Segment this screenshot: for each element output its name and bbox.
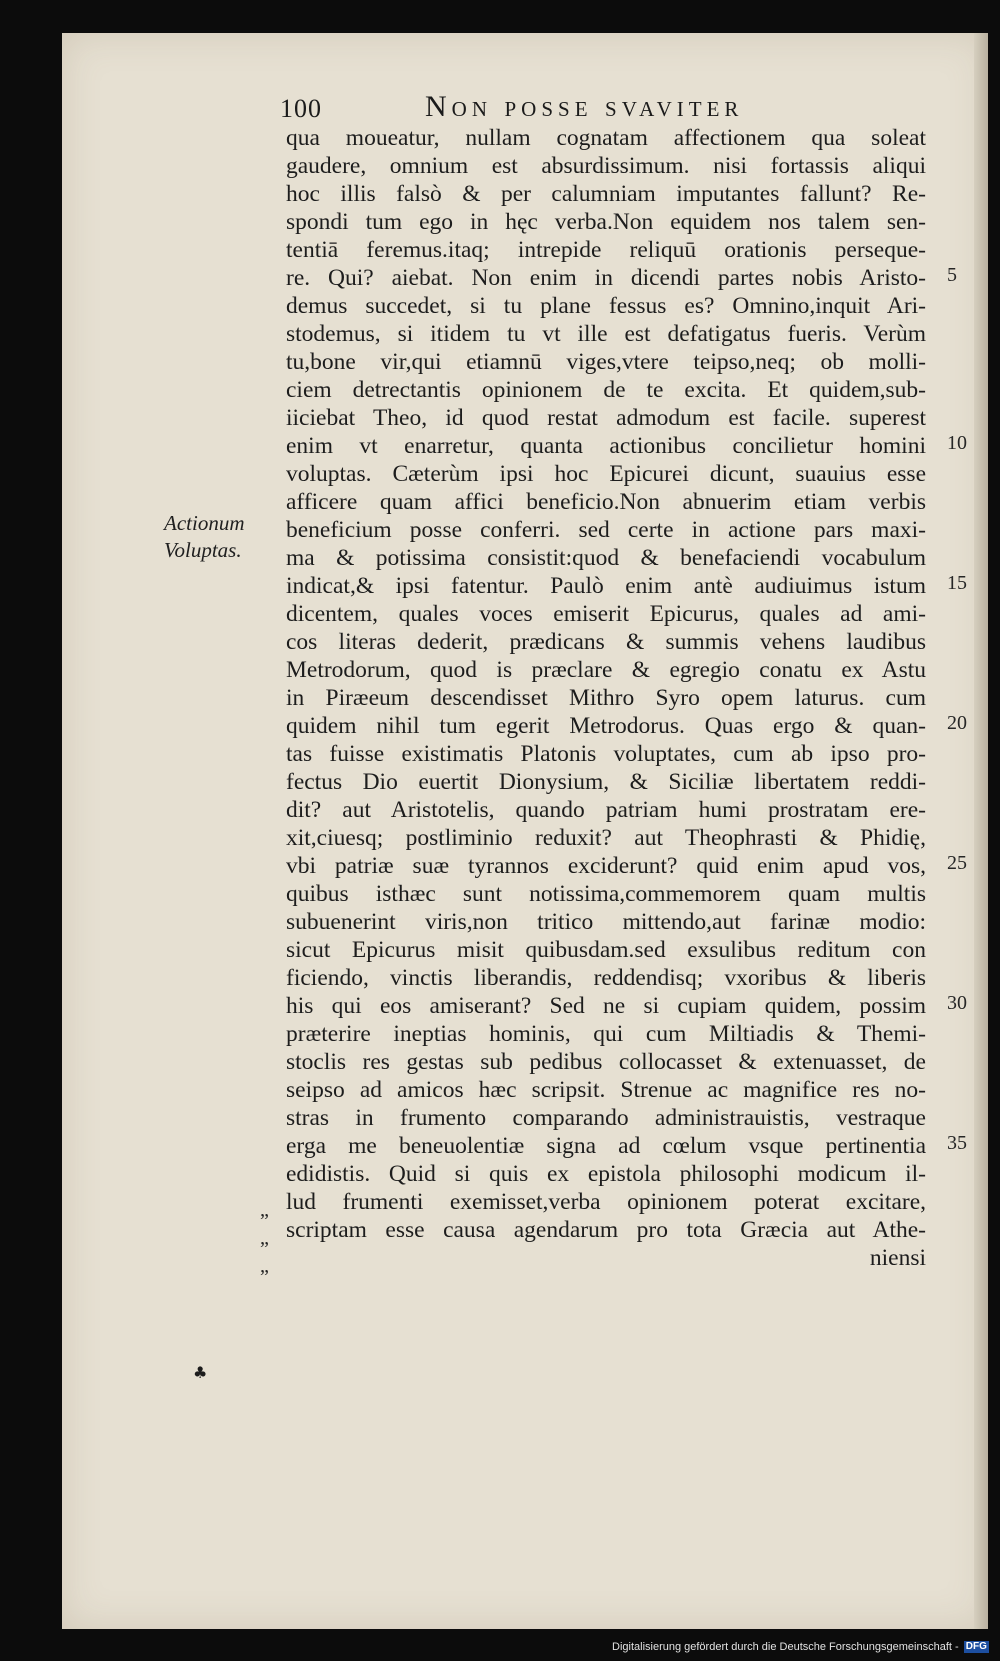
text-line: tu,bone vir,qui etiamnū viges,vtere teipso,neq; ob molli- <box>286 349 926 375</box>
text-line: his qui eos amiserant? Sed ne si cupiam quidem, possim <box>286 993 926 1019</box>
text-line: subuenerint viris,non tritico mittendo,aut farinæ modio: <box>286 909 926 935</box>
text-line: ficiendo, vinctis liberandis, reddendisq; vxoribus & liberis <box>286 965 926 991</box>
text-line: cos literas dederit, prædicans & summis vehens laudibus <box>286 629 926 655</box>
text-line: tentiā feremus.itaq; intrepide reliquū orationis perseque- <box>286 237 926 263</box>
line-number: 10 <box>947 432 967 454</box>
line-number: 25 <box>947 852 967 874</box>
text-line: erga me beneuolentiæ signa ad cœlum vsque pertinentia <box>286 1133 926 1159</box>
body-text <box>286 124 926 1272</box>
text-line: vbi patriæ suæ tyrannos exciderunt? quid enim apud vos, <box>286 853 926 879</box>
margin-note-line: Voluptas. <box>164 538 242 562</box>
line-number: 5 <box>947 264 957 286</box>
page-number: 100 <box>280 94 322 123</box>
text-line: lud frumenti exemisset,verba opinionem poterat excitare, <box>286 1189 926 1215</box>
text-line: afficere quam affici beneficio.Non abnuerim etiam verbis <box>286 489 926 515</box>
quotation-marks <box>260 1207 282 1291</box>
text-line: stras in frumento comparando administrauistis, vestraque <box>286 1105 926 1131</box>
text-line: ciem detrectantis opinionem de te excita. Et quidem,sub- <box>286 377 926 403</box>
book-page <box>62 33 988 1629</box>
text-line: in Piræeum descendisset Mithro Syro opem laturus. cum <box>286 685 926 711</box>
text-line: qua moueatur, nullam cognatam affectionem qua soleat <box>286 125 926 151</box>
text-line: re. Qui? aiebat. Non enim in dicendi partes nobis Aristo- <box>286 265 926 291</box>
margin-note <box>164 510 284 564</box>
text-line: scriptam esse causa agendarum pro tota Græcia aut Athe- <box>286 1217 926 1243</box>
text-line: præterire ineptias hominis, qui cum Miltiadis & Themi- <box>286 1021 926 1047</box>
margin-note-line: Actionum <box>164 511 245 535</box>
catchword: niensi <box>869 1245 926 1271</box>
text-line: hoc illis falsò & per calumniam imputantes fallunt? Re- <box>286 181 926 207</box>
line-number: 20 <box>947 712 967 734</box>
quote-mark: ” <box>260 1238 269 1260</box>
text-line: stoclis res gestas sub pedibus collocasset & extenuasset, de <box>286 1049 926 1075</box>
running-title: Non posse svaviter <box>425 90 744 123</box>
text-line: dicentem, quales voces emiserit Epicurus, quales ad ami- <box>286 601 926 627</box>
page-edge <box>974 33 988 1629</box>
line-number: 15 <box>947 572 967 594</box>
text-line: tas fuisse existimatis Platonis voluptates, cum ab ipso pro- <box>286 741 926 767</box>
line-number: 35 <box>947 1132 967 1154</box>
text-line: ma & potissima consistit:quod & benefaciendi vocabulum <box>286 545 926 571</box>
footer-text: Digitalisierung gefördert durch die Deutsche Forschungsgemeinschaft - <box>612 1641 959 1653</box>
text-line: enim vt enarretur, quanta actionibus concilietur homini <box>286 433 926 459</box>
text-line: gaudere, omnium est absurdissimum. nisi fortassis aliqui <box>286 153 926 179</box>
dfg-logo: DFG <box>965 1641 987 1653</box>
quote-mark: ” <box>260 1210 269 1232</box>
text-line: beneficium posse conferri. sed certe in actione pars maxi- <box>286 517 926 543</box>
digitization-footer <box>612 1641 989 1653</box>
ornament-icon: ♣ <box>193 1363 208 1382</box>
text-line: iiciebat Theo, id quod restat admodum est facile. superest <box>286 405 926 431</box>
text-line: spondi tum ego in hęc verba.Non equidem nos talem sen- <box>286 209 926 235</box>
text-line: dit? aut Aristotelis, quando patriam humi prostratam ere- <box>286 797 926 823</box>
text-line: quidem nihil tum egerit Metrodorus. Quas ergo & quan- <box>286 713 926 739</box>
text-line: seipso ad amicos hæc scripsit. Strenue ac magnifice res no- <box>286 1077 926 1103</box>
text-line: Metrodorum, quod is præclare & egregio conatu ex Astu <box>286 657 926 683</box>
text-line: edidistis. Quid si quis ex epistola philosophi modicum il- <box>286 1161 926 1187</box>
text-line: demus succedet, si tu plane fessus es? Omnino,inquit Ari- <box>286 293 926 319</box>
text-line: xit,ciuesq; postliminio reduxit? aut Theophrasti & Phidię, <box>286 825 926 851</box>
line-number: 30 <box>947 992 967 1014</box>
text-line: sicut Epicurus misit quibusdam.sed exsulibus reditum con <box>286 937 926 963</box>
text-line: voluptas. Cæterùm ipsi hoc Epicurei dicunt, suauius esse <box>286 461 926 487</box>
quote-mark: ” <box>260 1266 269 1288</box>
text-line: quibus isthæc sunt notissima,commemorem quam multis <box>286 881 926 907</box>
text-line: stodemus, si itidem tu vt ille est defatigatus fueris. Verùm <box>286 321 926 347</box>
page-header <box>280 88 880 128</box>
text-line: indicat,& ipsi fatentur. Paulò enim antè audiuimus istum <box>286 573 926 599</box>
text-line: fectus Dio euertit Dionysium, & Siciliæ libertatem reddi- <box>286 769 926 795</box>
